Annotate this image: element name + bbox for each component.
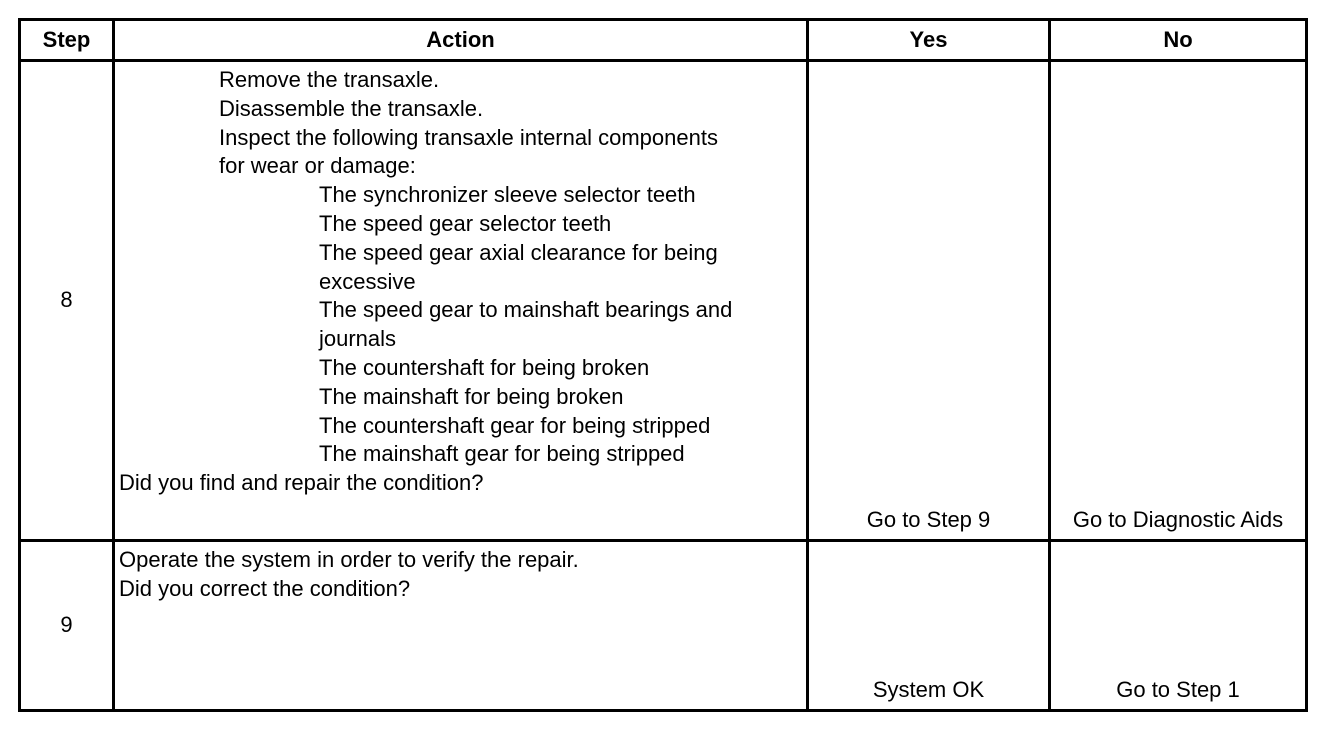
step-question: Did you find and repair the condition? (119, 470, 484, 496)
component-line: The mainshaft gear for being stripped (319, 441, 685, 467)
instruction-line: for wear or damage: (219, 153, 416, 179)
header-action: Action (114, 20, 808, 61)
step-number: 9 (20, 541, 114, 711)
component-line: The mainshaft for being broken (319, 383, 624, 409)
component-line: excessive (319, 268, 416, 294)
step-question: Did you correct the condition? (119, 575, 411, 601)
header-no: No (1050, 20, 1307, 61)
component-line: The speed gear axial clearance for being (319, 239, 718, 265)
component-line: The countershaft gear for being stripped (319, 412, 711, 438)
action-cell (114, 61, 808, 541)
diagnostic-table (18, 18, 1308, 712)
component-line: The speed gear to mainshaft bearings and (319, 297, 733, 323)
header-row (20, 20, 1307, 61)
yes-result: Go to Step 9 (808, 61, 1050, 541)
no-result: Go to Diagnostic Aids (1050, 61, 1307, 541)
table-row (20, 541, 1307, 711)
instruction-line: Disassemble the transaxle. (219, 95, 484, 121)
component-line: journals (319, 326, 397, 352)
component-line: The speed gear selector teeth (319, 210, 612, 236)
component-line: The synchronizer sleeve selector teeth (319, 182, 696, 208)
header-yes: Yes (808, 20, 1050, 61)
header-step: Step (20, 20, 114, 61)
table-row (20, 61, 1307, 541)
component-line: The countershaft for being broken (319, 354, 650, 380)
instruction-line: Operate the system in order to verify the repair. (119, 547, 579, 572)
no-result: Go to Step 1 (1050, 541, 1307, 711)
yes-result: System OK (808, 541, 1050, 711)
instruction-line: Remove the transaxle. (219, 67, 440, 92)
step-number: 8 (20, 61, 114, 541)
action-cell (114, 541, 808, 711)
instruction-line: Inspect the following transaxle internal components (219, 124, 718, 150)
